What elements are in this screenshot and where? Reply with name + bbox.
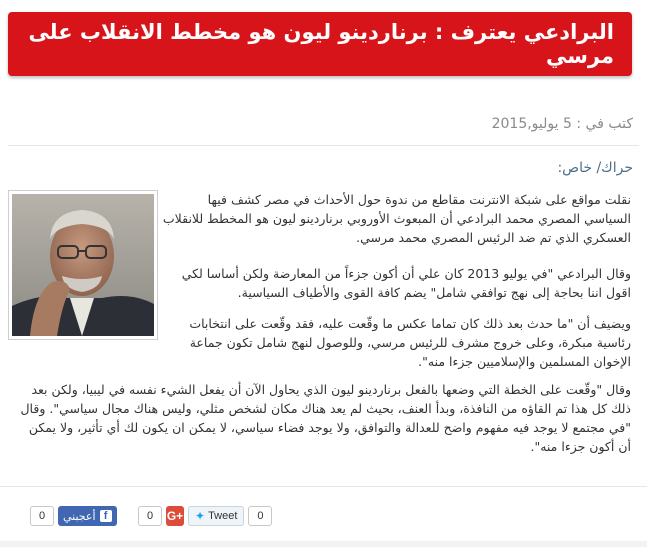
facebook-like-label: أعجبني bbox=[63, 509, 96, 523]
article-title-bar bbox=[8, 12, 632, 76]
divider bbox=[8, 145, 639, 146]
gplus-icon: G+ bbox=[166, 509, 184, 523]
gplus-share-group bbox=[138, 505, 184, 527]
facebook-count: 0 bbox=[30, 506, 54, 526]
article-paragraph: وقال البرادعي "في يوليو 2013 كان علي أن أكون جزءاً من المعارضة ولكن أساسا لكي اقول اننا بحاجة إلى نهج توافقي شامل" يضم كافة القوى والأطياف السياسية. bbox=[181, 266, 631, 300]
tweet-button[interactable] bbox=[188, 506, 244, 526]
tweet-label: Tweet bbox=[208, 510, 238, 522]
gplus-count: 0 bbox=[138, 506, 162, 526]
article-source: حراك/ خاص: bbox=[557, 160, 633, 176]
twitter-icon: ✦ bbox=[195, 509, 206, 523]
facebook-like-button[interactable] bbox=[58, 506, 117, 526]
tweet-count: 0 bbox=[248, 506, 272, 526]
page-bottom-bar bbox=[0, 541, 647, 547]
article-paragraph: ويضيف أن "ما حدث بعد ذلك كان تماما عكس ما وقّعت عليه، فقد وقّعت على انتخابات رئاسية مبكرة، وعلى خروج مشرف للرئيس مرسي، وللوصول لنهج شامل تكون جماعة الإخوان المسلمين والإسلاميين جزءا منه". bbox=[189, 316, 631, 369]
article-title: البرادعي يعترف : برناردينو ليون هو مخطط الانقلاب على مرسي bbox=[28, 20, 614, 68]
article-photo bbox=[8, 190, 158, 340]
article-paragraph: وقال "وقّعت على الخطة التي وضعها بالفعل برناردينو ليون الذي يحاول الآن أن يفعل الشيء نفسه في ليبيا، ولكن بعد ذلك كل هذا تم القاؤه من النافذة، وبدأ العنف، بحيث لم يعد هناك مكان لشخص مثلي، وليس هناك مجال سياسي". وقال "في مجتمع لا يوجد فيه مفهوم واضح للعدالة والتوافق، ولا يوجد فضاء سياسي، لا يمكن ان يكون لك أي تأثير، ولا يمكن أن أكون جزءا منه". bbox=[20, 382, 631, 454]
divider bbox=[0, 486, 647, 487]
article-paragraph: نقلت مواقع على شبكة الانترنت مقاطع من ندوة حول الأحداث في مصر كشف فيها السياسي المصري محمد البرادعي أن المبعوث الأوروبي برناردينو ليون هو المخطط للانقلاب العسكري الذي تم ضد الرئيس المصري محمد مرسي. bbox=[162, 192, 631, 245]
twitter-share-group bbox=[188, 505, 272, 527]
facebook-share-group bbox=[30, 505, 117, 527]
portrait-image bbox=[12, 194, 154, 336]
gplus-button[interactable] bbox=[166, 506, 184, 526]
article-date: كتب في : 5 يوليو,2015 bbox=[491, 116, 633, 132]
facebook-icon: f bbox=[100, 510, 112, 522]
